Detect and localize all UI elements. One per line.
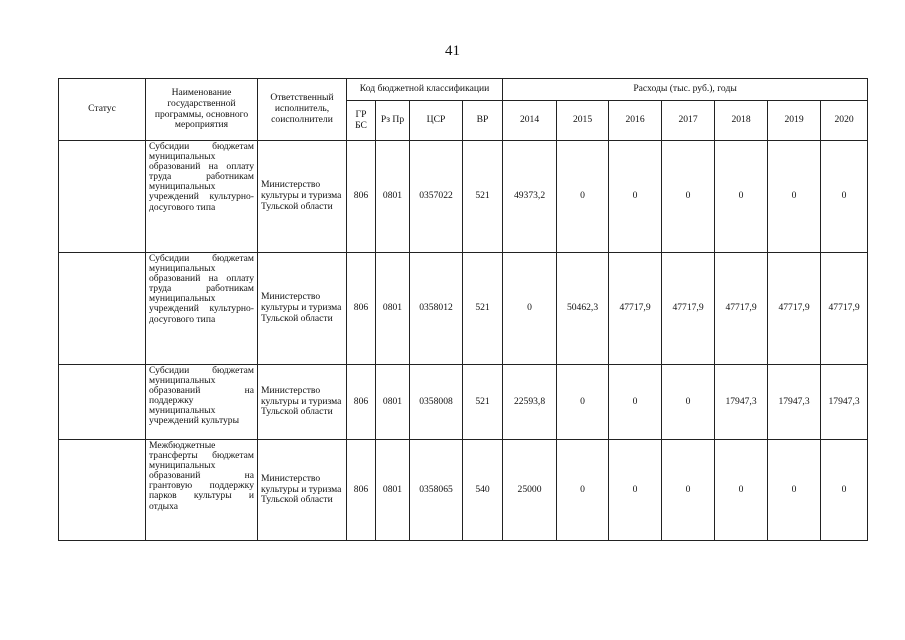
amount-cell: 47717,9 xyxy=(715,253,768,365)
header-year: 2020 xyxy=(821,101,868,141)
csr-cell: 0358065 xyxy=(410,440,463,541)
amount-cell: 17947,3 xyxy=(768,365,821,440)
executor-cell: Министерство культуры и туризма Тульской области xyxy=(258,253,347,365)
amount-cell: 0 xyxy=(662,365,715,440)
header-year: 2018 xyxy=(715,101,768,141)
executor-cell: Министерство культуры и туризма Тульской области xyxy=(258,141,347,253)
header-year: 2014 xyxy=(503,101,557,141)
amount-cell: 0 xyxy=(557,365,609,440)
amount-cell: 22593,8 xyxy=(503,365,557,440)
amount-cell: 0 xyxy=(609,365,662,440)
rzpr-cell: 0801 xyxy=(376,141,410,253)
header-year: 2015 xyxy=(557,101,609,141)
amount-cell: 0 xyxy=(715,141,768,253)
amount-cell: 49373,2 xyxy=(503,141,557,253)
header-executor: Ответственный исполнитель, соисполнители xyxy=(258,79,347,141)
rzpr-cell: 0801 xyxy=(376,440,410,541)
amount-cell: 17947,3 xyxy=(821,365,868,440)
vr-cell: 521 xyxy=(463,365,503,440)
amount-cell: 0 xyxy=(557,440,609,541)
amount-cell: 50462,3 xyxy=(557,253,609,365)
amount-cell: 0 xyxy=(503,253,557,365)
vr-cell: 521 xyxy=(463,141,503,253)
header-program-name: Наименование государственной программы, основного мероприятия xyxy=(146,79,258,141)
status-cell xyxy=(59,365,146,440)
header-rzpr: Рз Пр xyxy=(376,101,410,141)
amount-cell: 0 xyxy=(557,141,609,253)
table-row xyxy=(59,440,868,541)
measure-name-cell: Субсидии бюджетам муниципальных образований на поддержку муниципальных учреждений культуры xyxy=(146,365,258,440)
vr-cell: 540 xyxy=(463,440,503,541)
header-csr: ЦСР xyxy=(410,101,463,141)
header-budget-code: Код бюджетной классификации xyxy=(347,79,503,101)
header-expenses: Расходы (тыс. руб.), годы xyxy=(503,79,868,101)
grbs-cell: 806 xyxy=(347,141,376,253)
rzpr-cell: 0801 xyxy=(376,253,410,365)
header-status: Статус xyxy=(59,79,146,141)
page-number: 41 xyxy=(445,43,460,59)
amount-cell: 0 xyxy=(715,440,768,541)
budget-table xyxy=(58,78,868,541)
header-year: 2017 xyxy=(662,101,715,141)
amount-cell: 0 xyxy=(821,141,868,253)
amount-cell: 47717,9 xyxy=(768,253,821,365)
amount-cell: 25000 xyxy=(503,440,557,541)
status-cell xyxy=(59,141,146,253)
csr-cell: 0358008 xyxy=(410,365,463,440)
table-row xyxy=(59,141,868,253)
csr-cell: 0358012 xyxy=(410,253,463,365)
measure-name-cell: Субсидии бюджетам муниципальных образований на оплату труда работникам муниципальных учреждений культурно-досугового типа xyxy=(146,141,258,253)
measure-name-cell: Межбюджетные трансферты бюджетам муниципальных образований на грантовую поддержку парков культуры и отдыха xyxy=(146,440,258,541)
header-year: 2016 xyxy=(609,101,662,141)
amount-cell: 0 xyxy=(609,141,662,253)
header-vr: ВР xyxy=(463,101,503,141)
executor-cell: Министерство культуры и туризма Тульской области xyxy=(258,365,347,440)
table-row xyxy=(59,253,868,365)
header-grbs: ГР БС xyxy=(347,101,376,141)
csr-cell: 0357022 xyxy=(410,141,463,253)
amount-cell: 47717,9 xyxy=(662,253,715,365)
amount-cell: 0 xyxy=(662,440,715,541)
amount-cell: 47717,9 xyxy=(821,253,868,365)
amount-cell: 17947,3 xyxy=(715,365,768,440)
amount-cell: 0 xyxy=(821,440,868,541)
header-row-1 xyxy=(59,79,868,101)
vr-cell: 521 xyxy=(463,253,503,365)
status-cell xyxy=(59,440,146,541)
table-row xyxy=(59,365,868,440)
amount-cell: 0 xyxy=(609,440,662,541)
grbs-cell: 806 xyxy=(347,253,376,365)
amount-cell: 0 xyxy=(768,141,821,253)
amount-cell: 47717,9 xyxy=(609,253,662,365)
amount-cell: 0 xyxy=(662,141,715,253)
grbs-cell: 806 xyxy=(347,365,376,440)
grbs-cell: 806 xyxy=(347,440,376,541)
executor-cell: Министерство культуры и туризма Тульской области xyxy=(258,440,347,541)
status-cell xyxy=(59,253,146,365)
header-year: 2019 xyxy=(768,101,821,141)
amount-cell: 0 xyxy=(768,440,821,541)
rzpr-cell: 0801 xyxy=(376,365,410,440)
measure-name-cell: Субсидии бюджетам муниципальных образований на оплату труда работникам муниципальных учреждений культурно-досугового типа xyxy=(146,253,258,365)
